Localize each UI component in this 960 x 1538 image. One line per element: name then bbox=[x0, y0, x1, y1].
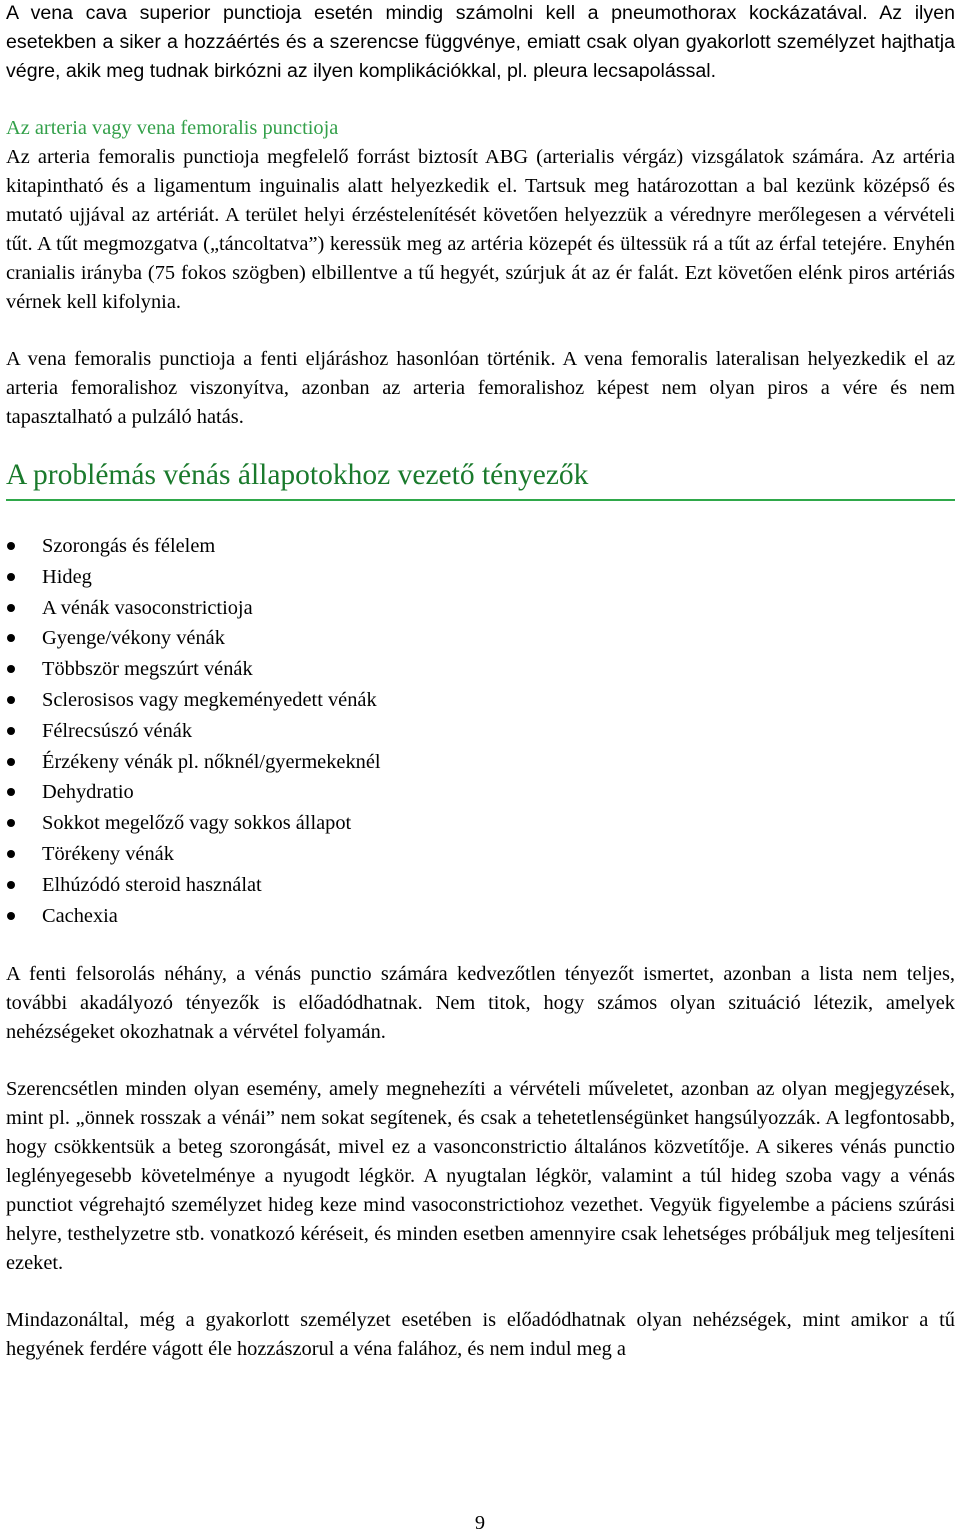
list-item bbox=[6, 777, 955, 808]
list-item bbox=[6, 808, 955, 839]
page-number: 9 bbox=[474, 1512, 486, 1534]
list-item-label: Szorongás és félelem bbox=[42, 535, 216, 557]
list-item bbox=[6, 531, 955, 562]
list-item bbox=[6, 839, 955, 870]
spacer bbox=[6, 1047, 955, 1075]
list-item bbox=[6, 654, 955, 685]
list-item bbox=[6, 685, 955, 716]
list-item-label: A vénák vasoconstrictioja bbox=[42, 596, 253, 619]
femoral-subheading: Az arteria vagy vena femoralis punctioja bbox=[6, 117, 339, 139]
bullet-icon bbox=[7, 850, 15, 858]
document-page bbox=[6, 0, 955, 1364]
list-item-label: Félrecsúszó vénák bbox=[42, 719, 193, 742]
list-item-label: Érzékeny vénák pl. nőknél/gyermekeknél bbox=[42, 750, 381, 773]
spacer bbox=[6, 86, 955, 114]
bullet-icon bbox=[7, 634, 15, 642]
continuation-paragraph: Mindazonáltal, még a gyakorlott személyzet esetében is előadódhatnak olyan nehézségek, mint amikor a tű hegyének ferdére vágott éle hozzászorul a véna falához, és nem indul meg a bbox=[6, 1309, 955, 1361]
list-item bbox=[6, 901, 955, 932]
spacer bbox=[6, 317, 955, 345]
bullet-icon bbox=[7, 881, 15, 889]
spacer bbox=[6, 1278, 955, 1306]
list-item bbox=[6, 747, 955, 778]
bullet-icon bbox=[7, 696, 15, 704]
list-item-label: Elhúzódó steroid használat bbox=[42, 873, 262, 896]
bullet-icon bbox=[7, 727, 15, 735]
bullet-icon bbox=[7, 819, 15, 827]
section-heading: A problémás vénás állapotokhoz vezető tényezők bbox=[6, 457, 955, 501]
bullet-icon bbox=[7, 573, 15, 581]
bullet-icon bbox=[7, 912, 15, 920]
list-item-label: Hideg bbox=[42, 565, 92, 588]
list-item-label: Dehydratio bbox=[42, 781, 134, 804]
list-item-label: Többször megszúrt vénák bbox=[42, 658, 253, 681]
vena-femoralis-paragraph: A vena femoralis punctioja a fenti eljáráshoz hasonlóan történik. A vena femoralis lateralisan helyezkedik el az arteria femoralishoz viszonyítva, azonban az arteria femoralishoz képest nem olyan piros a vére és nem tapasztalható a pulzáló hatás. bbox=[6, 348, 955, 428]
bullet-icon bbox=[7, 542, 15, 550]
list-item-label: Sclerosisos vagy megkeményedett vénák bbox=[42, 688, 377, 711]
bullet-icon bbox=[7, 758, 15, 766]
intro-paragraph: A vena cava superior punctioja esetén mindig számolni kell a pneumothorax kockázatával. Az ilyen esetekben a siker a hozzáértés és a szerencse függvénye, emiatt csak olyan gyakorlott személyzet hajthatja végre, akik meg tudnak birkózni az ilyen komplikációkkal, pl. pleura lecsapolással. bbox=[6, 2, 955, 82]
list-item-label: Gyenge/vékony vénák bbox=[42, 627, 225, 650]
arteria-femoralis-paragraph: Az arteria femoralis punctioja megfelelő forrást biztosít ABG (arterialis vérgáz) vizsgálatok számára. Az artéria kitapintható és a ligamentum inguinalis alatt helyezkedik el. Tartsuk meg határozottan a bal kezünk középső és mutató ujjával az artériát. A terület helyi érzéstelenítését követően helyezzük a vérednyre merőlegesen a vérvételi tűt. A tűt megmozgatva („táncoltatva”) keressük meg az artéria közepét és ültessük rá a tűt az érfal tetejére. Enyhén cranialis irányba (75 fokos szögben) elbillentve a tű hegyét, szúrjuk át az ér falát. Ezt követően elénk piros artériás vérnek kell kifolynia. bbox=[6, 146, 955, 313]
list-item bbox=[6, 593, 955, 624]
summary-paragraph: A fenti felsorolás néhány, a vénás punctio számára kedvezőtlen tényezőt ismertet, azonban a lista nem teljes, további akadályozó tényezők is előadódhatnak. Nem titok, hogy számos olyan szituáció létezik, amelyek nehézségeket okozhatnak a vérvétel folyamán. bbox=[6, 963, 955, 1044]
list-item-label: Törékeny vénák bbox=[42, 842, 174, 865]
advice-paragraph: Szerencsétlen minden olyan esemény, amely megnehezíti a vérvételi műveletet, azonban az olyan megjegyzések, mint pl. „önnek rosszak a vénái” nem sokat segítenek, és csak a tehetetlenségünket hangsúlyozzák. A legfontosabb, hogy csökkentsük a beteg szorongását, mivel ez a vasonconstrictio általános közvetítője. A sikeres vénás punctio leglényegesebb követelménye a nyugodt légkör. A nyugtalan légkör, valamint a túl hideg szoba vagy a vénás punctiot végrehajtó személyzet hideg keze mind vasoconstrictiohoz vezethet. Vegyük figyelembe a páciens szúrási helyre, testhelyzetre stb. vonatkozó kéréseit, és minden esetben amennyire csak lehetséges próbáljuk meg teljesíteni ezeket. bbox=[6, 1078, 955, 1275]
list-item-label: Cachexia bbox=[42, 904, 118, 927]
factor-list bbox=[6, 531, 955, 931]
list-item bbox=[6, 562, 955, 593]
bullet-icon bbox=[7, 665, 15, 673]
bullet-icon bbox=[7, 788, 15, 796]
list-item bbox=[6, 870, 955, 901]
list-item bbox=[6, 623, 955, 654]
list-item bbox=[6, 716, 955, 747]
bullet-icon bbox=[7, 604, 15, 612]
list-item-label: Sokkot megelőző vagy sokkos állapot bbox=[42, 812, 352, 835]
